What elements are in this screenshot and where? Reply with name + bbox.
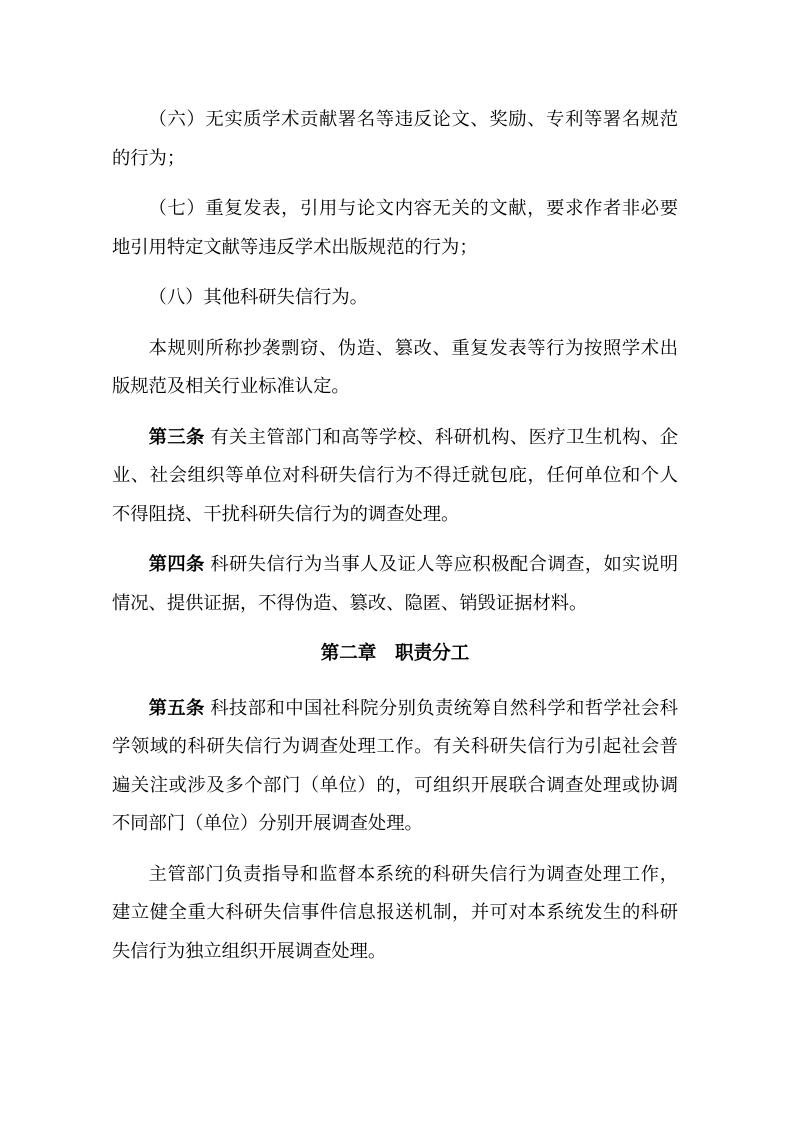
paragraph: （六）无实质学术贡献署名等违反论文、奖励、专利等署名规范的行为； [112, 108, 678, 168]
document-body [112, 100, 678, 982]
paragraph: （八）其他科研失信行为。 [148, 286, 368, 307]
paragraph [112, 418, 678, 534]
chapter-heading: 第二章 职责分工 [320, 642, 470, 663]
paragraph: 主管部门负责指导和监督本系统的科研失信行为调查处理工作，建立健全重大科研失信事件信息报送机制，并可对本系统发生的科研失信行为独立组织开展调查处理。 [112, 862, 678, 961]
paragraph: （七）重复发表，引用与论文内容无关的文献，要求作者非必要地引用特定文献等违反学术出版规范的行为； [112, 197, 678, 257]
paragraph: 本规则所称抄袭剽窃、伪造、篡改、重复发表等行为按照学术出版规范及相关行业标准认定。 [112, 336, 678, 396]
paragraph [112, 545, 678, 622]
article-number: 第五条 [148, 696, 205, 718]
paragraph-text: 科研失信行为当事人及证人等应积极配合调查，如实说明情况、提供证据，不得伪造、篡改、隐匿、销毁证据材料。 [112, 553, 679, 613]
article-number: 第三条 [148, 425, 205, 447]
paragraph-text: 有关主管部门和高等学校、科研机构、医疗卫生机构、企业、社会组织等单位对科研失信行为不得迁就包庇，任何单位和个人不得阻挠、干扰科研失信行为的调查处理。 [112, 425, 679, 524]
paragraph [112, 689, 678, 843]
paragraph-text: 科技部和中国社科院分别负责统筹自然科学和哲学社会科学领域的科研失信行为调查处理工作。有关科研失信行为引起社会普遍关注或涉及多个部门（单位）的，可组织开展联合调查处理或协调不同部门（单位）分别开展调查处理。 [112, 696, 679, 833]
article-number: 第四条 [148, 553, 205, 574]
